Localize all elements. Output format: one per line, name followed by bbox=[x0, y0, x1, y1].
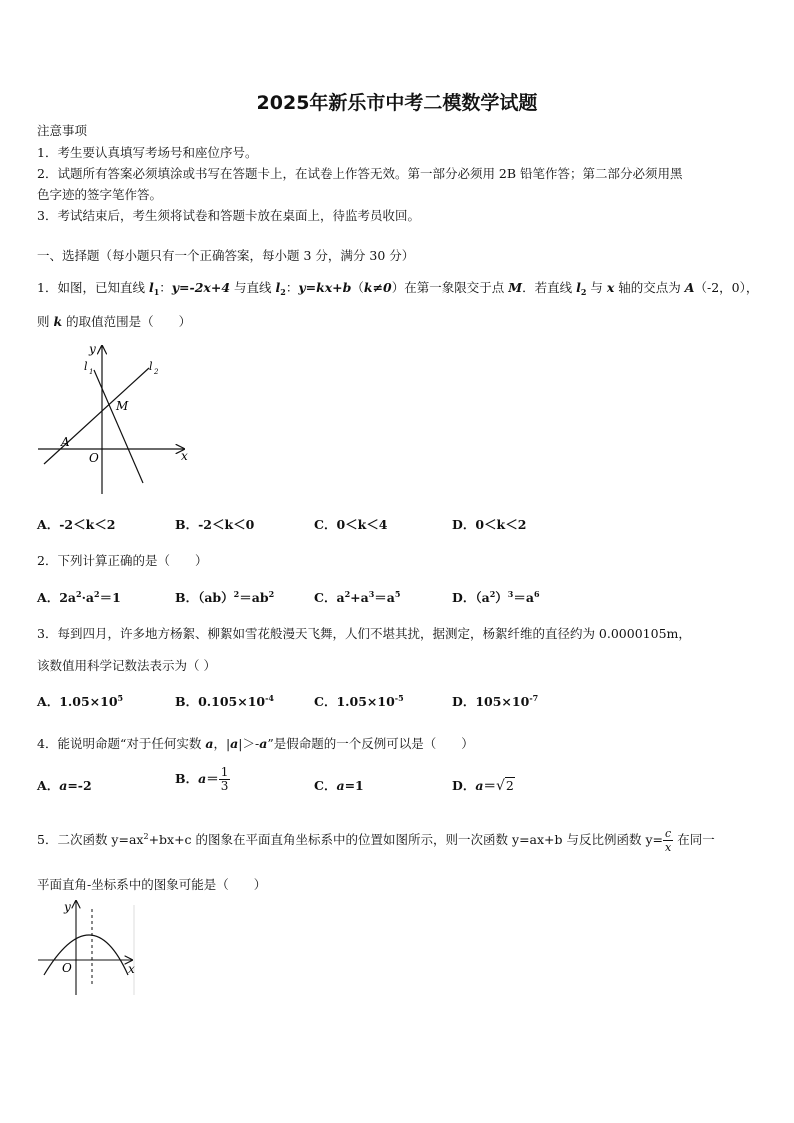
x-label: x bbox=[128, 962, 135, 976]
y-label: y bbox=[89, 342, 96, 356]
point-m-label: M bbox=[116, 399, 129, 413]
notice-item: 3．考试结束后，考生须将试卷和答题卡放在桌面上，待监考员收回。 bbox=[37, 208, 420, 223]
question-1-stem-line2: 则 k 的取值范围是（ ） bbox=[37, 314, 192, 329]
question-2-option-a[interactable]: A．$2a^2\cdot a^2=1$ bbox=[37, 589, 121, 605]
question-1-figure bbox=[36, 340, 196, 500]
question-5-figure bbox=[36, 897, 140, 999]
notice-item: 2．试题所有答案必须填涂或书写在答题卡上，在试卷上作答无效。第一部分必须用 2B 铅笔作答；第二部分必须用黑 bbox=[37, 166, 683, 181]
question-5-stem: 5．二次函数 $y=ax^2+bx+c$ 的图象在平面直角坐标系中的位置如图所示，则一次函数 y=ax+b 与反比例函数 y= $\frac{c}{x}$ 在同一 bbox=[37, 827, 715, 854]
question-4-option-d[interactable]: D．a＝√2 bbox=[452, 778, 514, 794]
line-l1 bbox=[94, 370, 143, 483]
x-label: x bbox=[181, 449, 188, 463]
parabola bbox=[44, 935, 128, 975]
question-2-option-d[interactable]: D．$(a^2)^3=a^6$ bbox=[452, 589, 540, 605]
question-5-stem-line2: 平面直角-坐标系中的图象可能是（ ） bbox=[37, 877, 267, 892]
question-4-option-b[interactable]: B．a＝ $\frac{1}{3}$ bbox=[175, 765, 229, 793]
question-1-option-a[interactable]: A．-2＜k＜2 bbox=[37, 517, 116, 532]
notice-item: 1．考生要认真填写考场号和座位序号。 bbox=[37, 145, 258, 160]
question-3-option-c[interactable]: C．$1.05\times 10^{-5}$ bbox=[314, 693, 404, 709]
l2-subscript: 2 bbox=[154, 368, 159, 376]
question-3-option-b[interactable]: B．$0.105\times 10^{-4}$ bbox=[175, 693, 274, 709]
question-3-option-a[interactable]: A．$1.05\times 10^5$ bbox=[37, 693, 124, 709]
fraction: $\frac{c}{x}$ bbox=[665, 827, 672, 854]
section-heading: 一、选择题（每小题只有一个正确答案，每小题 3 分，满分 30 分） bbox=[37, 248, 415, 263]
notice-heading: 注意事项 bbox=[37, 123, 88, 138]
origin-label: O bbox=[62, 961, 72, 975]
l1-subscript: 1 bbox=[89, 368, 94, 376]
sqrt-icon: √ bbox=[495, 778, 505, 794]
question-1-option-d[interactable]: D．0＜k＜2 bbox=[452, 517, 527, 532]
question-3-stem-line2: 该数值用科学记数法表示为（ ） bbox=[37, 658, 216, 673]
question-4-stem: 4．能说明命题“对于任何实数 a，|a|＞-a”是假命题的一个反例可以是（ ） bbox=[37, 736, 474, 751]
page-title: 2025年新乐市中考二模数学试题 bbox=[256, 92, 538, 114]
question-1-stem: 1．如图，已知直线 $l_1$：y=-2x+4 与直线 $l_2$：y=kx+b（k≠0）在第一象限交于点 M．若直线 $l_2$ 与 x 轴的交点为 A（-2，0）， bbox=[37, 280, 759, 297]
line-l2 bbox=[44, 368, 149, 464]
question-1-option-c[interactable]: C．0＜k＜4 bbox=[314, 517, 388, 532]
y-label: y bbox=[64, 900, 71, 914]
question-2-option-b[interactable]: B．$(ab)^2=ab^2$ bbox=[175, 589, 275, 605]
fraction: $\frac{1}{3}$ bbox=[220, 765, 229, 793]
point-a-label: A bbox=[61, 435, 70, 449]
question-1-option-b[interactable]: B．-2＜k＜0 bbox=[175, 517, 255, 532]
origin-label: O bbox=[89, 451, 99, 465]
question-3-option-d[interactable]: D．$105\times 10^{-7}$ bbox=[452, 693, 539, 709]
l1-label: l bbox=[84, 360, 88, 373]
question-4-option-a[interactable]: A．a=-2 bbox=[37, 778, 92, 793]
notice-item: 色字迹的签字笔作答。 bbox=[37, 187, 163, 202]
question-4-option-c[interactable]: C．a=1 bbox=[314, 778, 364, 793]
question-2-option-c[interactable]: C．$a^2+a^3=a^5$ bbox=[314, 589, 401, 605]
l2-label: l bbox=[149, 360, 153, 373]
question-3-stem: 3．每到四月，许多地方杨絮、柳絮如雪花般漫天飞舞，人们不堪其扰，据测定，杨絮纤维的直径约为 0.0000105m， bbox=[37, 626, 691, 641]
question-2-stem: 2．下列计算正确的是（ ） bbox=[37, 553, 208, 568]
